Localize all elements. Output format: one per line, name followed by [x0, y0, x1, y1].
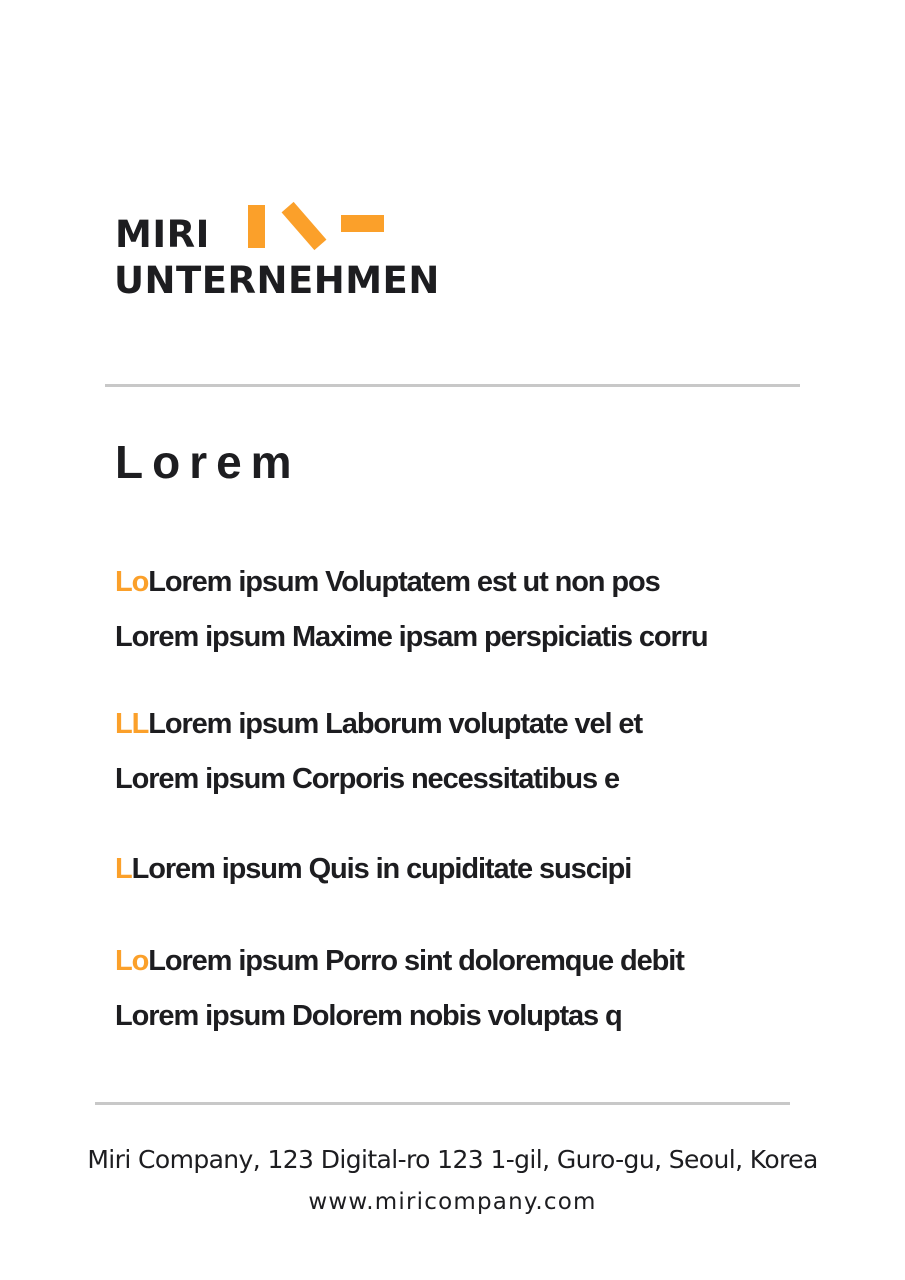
item-accent-prefix: L	[115, 853, 132, 885]
list-item-4-line-1	[115, 943, 684, 979]
logo-horizontal-bar-icon	[341, 215, 384, 232]
list-item-3-line-1	[115, 851, 631, 887]
list-item-1-line-1	[115, 564, 660, 600]
list-item-1-line-2: Lorem ipsum Maxime ipsam perspiciatis corru	[115, 621, 708, 653]
item-accent-prefix: LL	[115, 708, 149, 740]
logo-text-line1: MIRI	[115, 213, 210, 256]
logo-diagonal-bar-icon	[282, 202, 327, 250]
item-text: Lorem ipsum Voluptatem est ut non pos	[148, 566, 660, 598]
item-accent-prefix: Lo	[115, 945, 149, 977]
footer-address: Miri Company, 123 Digital-ro 123 1-gil, Guro-gu, Seoul, Korea	[87, 1145, 818, 1174]
section-title: Lorem	[115, 436, 301, 488]
logo-vertical-bar-icon	[248, 205, 265, 248]
item-text: Lorem ipsum Laborum voluptate vel et	[148, 708, 643, 740]
item-text: Lorem ipsum Porro sint doloremque debit	[148, 945, 684, 977]
top-divider	[105, 384, 800, 387]
item-accent-prefix: Lo	[115, 566, 149, 598]
list-item-4-line-2: Lorem ipsum Dolorem nobis voluptas q	[115, 1000, 622, 1032]
item-text: Lorem ipsum Quis in cupiditate suscipi	[131, 853, 632, 885]
footer-website-link[interactable]: www.miricompany.com	[308, 1189, 597, 1215]
logo-text-line2: UNTERNEHMEN	[114, 259, 440, 302]
bottom-divider	[95, 1102, 790, 1105]
list-item-2-line-1	[115, 706, 642, 742]
list-item-2-line-2: Lorem ipsum Corporis necessitatibus e	[115, 763, 619, 795]
